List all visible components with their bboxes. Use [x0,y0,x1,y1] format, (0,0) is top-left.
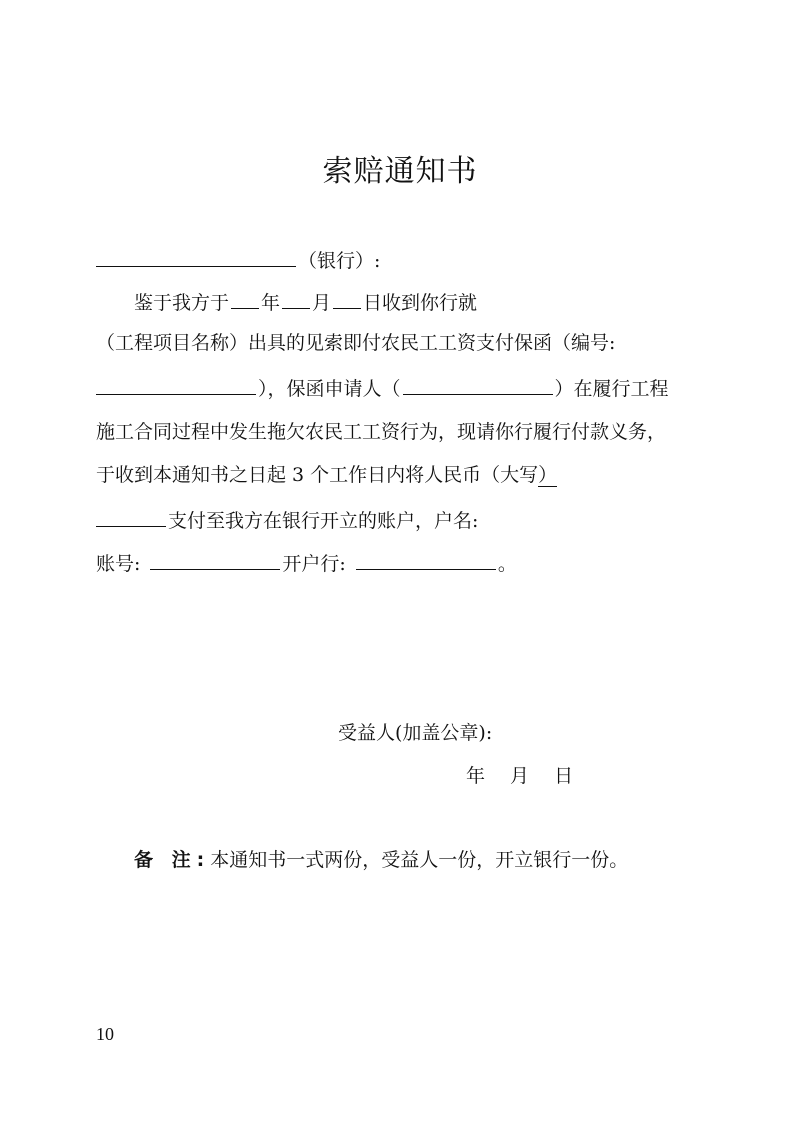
paragraph-line-7: 账号: 开户行: 。 [96,547,517,578]
page-number: 10 [96,1024,114,1044]
beneficiary-signature: 受益人(加盖公章): [338,722,493,744]
page-title: 索赔通知书 [322,154,478,189]
bank-label: 开户行: [282,553,346,575]
account-number-blank [150,547,280,570]
paragraph-line-4: 施工合同过程中发生拖欠农民工工资行为，现请你行履行付款义务， [96,421,667,443]
year-blank [231,286,259,309]
paragraph-line-6: 支付至我方在银行开立的账户，户名: [96,504,478,535]
signature-date: 年 月 日 [466,765,574,787]
month-blank [282,286,310,309]
addressee-line [96,244,380,275]
applicant-blank [403,372,553,395]
paragraph-line-3: ），保函申请人（ ）在履行工程 [96,372,669,403]
account-label: 账号: [96,553,141,575]
paragraph-line-1: 鉴于我方于 年 月 日收到你行就 [134,286,477,317]
guarantee-number-blank [96,372,256,395]
paragraph-line-2: （工程项目名称）出具的见索即付农民工工资支付保函（编号: [96,332,616,354]
note-text: 本通知书一式两份，受益人一份，开立银行一份。 [210,849,629,871]
paragraph-line-5: 于收到本通知书之日起 3 个工作日内将人民币（大写） [96,464,558,486]
amount-blank [96,504,166,527]
opening-bank-blank [356,547,496,570]
day-blank [333,286,361,309]
addressee-suffix: （银行）: [298,250,381,272]
bank-name-blank [96,244,296,267]
note-label: 备 注: [134,849,211,871]
amount-close-paren: ） [538,464,558,486]
note [134,846,628,874]
